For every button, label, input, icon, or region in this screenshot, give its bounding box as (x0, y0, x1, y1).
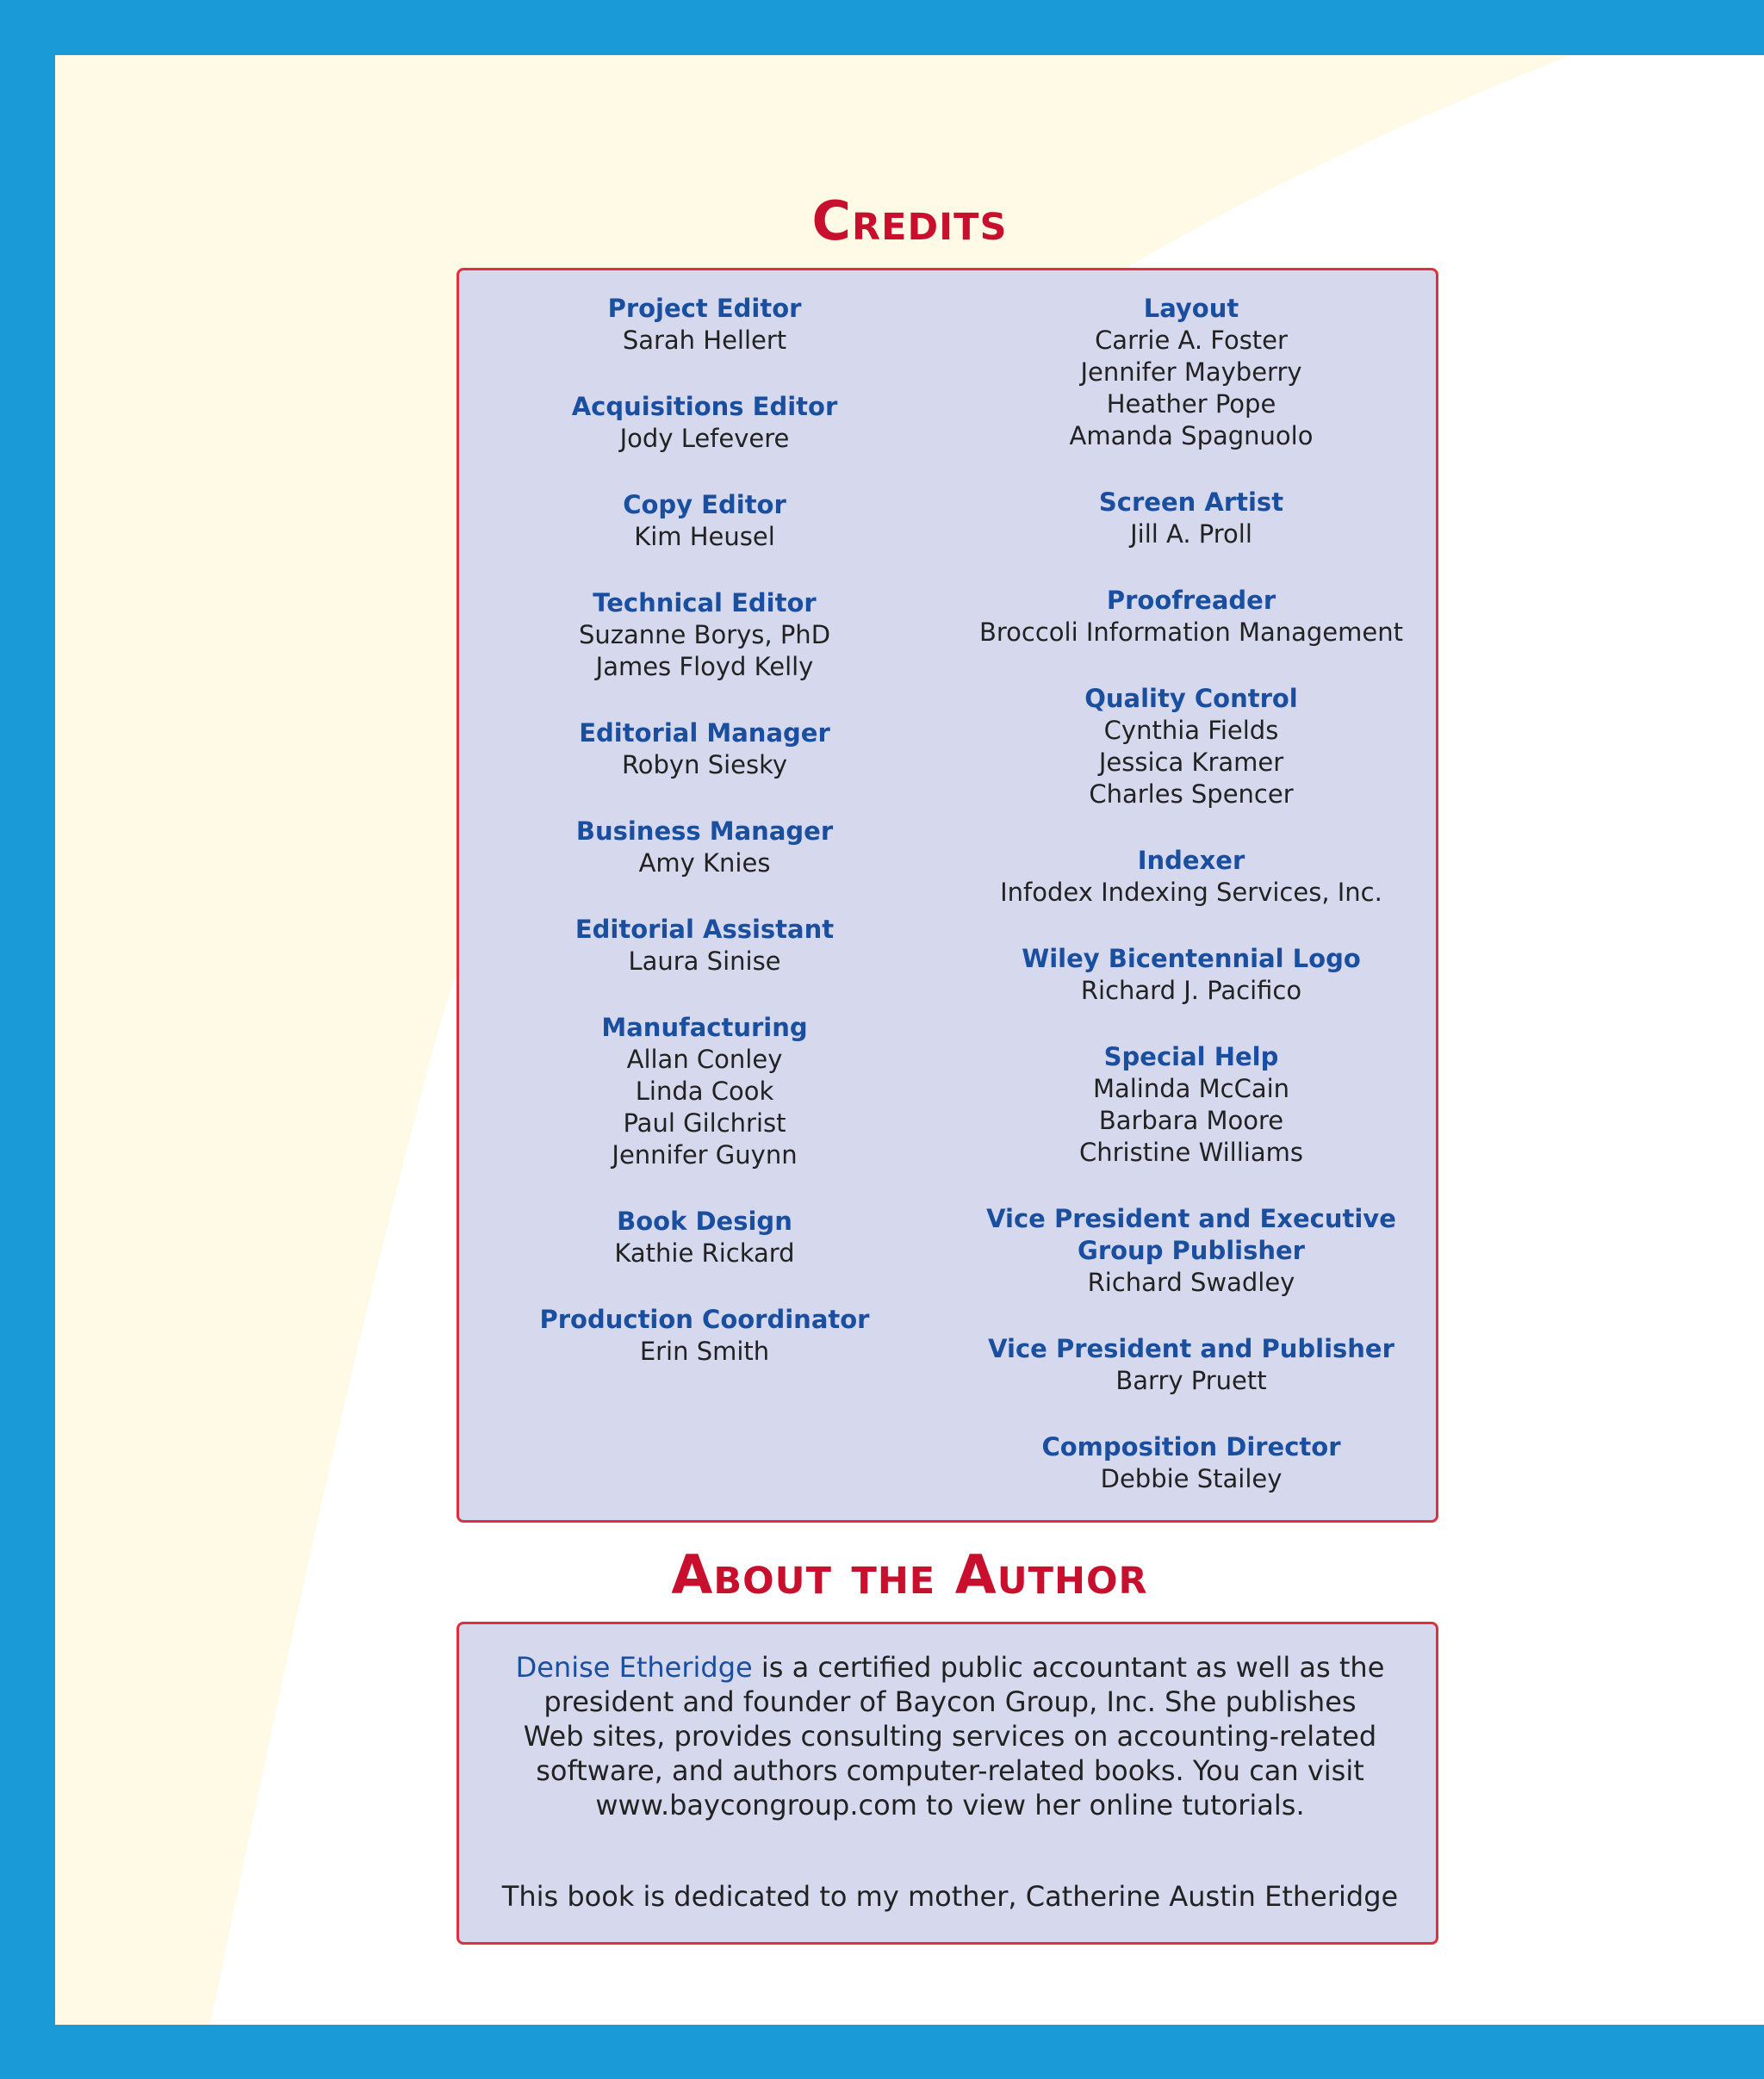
about-author-heading: About the Author (671, 1543, 1148, 1606)
credit-name: James Floyd Kelly (595, 652, 814, 681)
credit-entry (941, 1333, 1441, 1397)
credit-role: Business Manager (575, 816, 834, 846)
credit-name: Kathie Rickard (614, 1238, 795, 1268)
credit-role: Editorial Manager (579, 718, 830, 748)
credit-entry (476, 717, 933, 781)
credit-name: Richard J. Pacifico (1080, 976, 1302, 1005)
credit-name: Suzanne Borys, PhD (578, 620, 831, 649)
credit-name: Cynthia Fields (1103, 716, 1279, 745)
credit-role: Wiley Bicentennial Logo (1022, 944, 1361, 973)
credit-name: Christine Williams (1079, 1138, 1303, 1167)
credit-role: Copy Editor (623, 490, 786, 519)
credit-name: Jody Lefevere (619, 424, 790, 453)
credit-entry (941, 1203, 1441, 1299)
credit-role: Manufacturing (601, 1013, 808, 1042)
credit-role: Production Coordinator (539, 1305, 870, 1334)
credits-left-column (476, 293, 933, 1402)
credit-name: Kim Heusel (634, 522, 775, 551)
credit-name: Jennifer Mayberry (1080, 357, 1302, 387)
credit-name: Jessica Kramer (1098, 748, 1284, 777)
credit-name: Charles Spencer (1089, 779, 1294, 809)
credit-role: Technical Editor (593, 588, 817, 617)
credit-name: Jennifer Guynn (612, 1140, 798, 1170)
credit-name: Amanda Spagnuolo (1069, 421, 1314, 450)
credit-entry (476, 1012, 933, 1171)
credit-name: Barbara Moore (1098, 1106, 1284, 1135)
page (55, 55, 1764, 2025)
credit-role: Composition Director (1041, 1432, 1341, 1462)
credit-entry (476, 587, 933, 683)
credit-name: Broccoli Information Management (978, 617, 1403, 647)
credit-name: Jill A. Proll (1130, 519, 1252, 549)
credit-name: Richard Swadley (1087, 1268, 1295, 1297)
credit-entry (941, 585, 1441, 649)
credit-entry (476, 1206, 933, 1269)
credit-role: Project Editor (607, 294, 802, 323)
credit-entry (941, 1041, 1441, 1169)
credit-role: Vice President and Executive Group Publisher (986, 1204, 1396, 1265)
credit-name: Barry Pruett (1115, 1366, 1267, 1395)
credit-name: Allan Conley (626, 1045, 783, 1074)
credit-name: Malinda McCain (1092, 1074, 1290, 1103)
credit-name: Laura Sinise (628, 946, 781, 976)
credit-entry (941, 683, 1441, 810)
credit-role: Editorial Assistant (575, 915, 835, 944)
credit-name: Heather Pope (1106, 389, 1276, 419)
credit-entry (941, 1431, 1441, 1495)
credit-entry (476, 816, 933, 879)
credits-right-column (941, 293, 1441, 1530)
credit-name: Debbie Stailey (1100, 1464, 1283, 1493)
author-bio-text: is a certified public accountant as well as the president and founder of Baycon Group, Inc. She publishes Web sites, provides consulting services on accounting-related software, and authors computer-related books. You can visit www.baycongroup.com to view her online tutorials. (523, 1651, 1385, 1821)
credit-name: Infodex Indexing Services, Inc. (1000, 878, 1382, 907)
credit-name: Paul Gilchrist (623, 1108, 786, 1138)
credit-entry (941, 293, 1441, 452)
credit-role: Acquisitions Editor (571, 392, 838, 421)
credits-heading: Credits (811, 189, 1008, 252)
credit-role: Vice President and Publisher (988, 1334, 1394, 1363)
credit-name: Carrie A. Foster (1095, 326, 1288, 355)
credit-entry (941, 845, 1441, 909)
credit-entry (476, 1304, 933, 1368)
credit-entry (941, 943, 1441, 1007)
credit-role: Book Design (617, 1207, 792, 1236)
dedication: This book is dedicated to my mother, Catherine Austin Etheridge (501, 1880, 1399, 1913)
credit-role: Layout (1143, 294, 1239, 323)
credit-name: Erin Smith (639, 1337, 770, 1366)
credit-name: Linda Cook (635, 1077, 774, 1106)
about-author-box (457, 1622, 1438, 1945)
credit-role: Special Help (1103, 1042, 1279, 1071)
credit-entry (476, 914, 933, 977)
credit-entry (476, 293, 933, 357)
author-bio (511, 1650, 1389, 1822)
credits-box (457, 268, 1438, 1523)
credit-name: Sarah Hellert (622, 326, 787, 355)
credit-role: Indexer (1137, 846, 1245, 875)
credit-entry (941, 487, 1441, 550)
author-name: Denise Etheridge (515, 1651, 753, 1684)
credit-role: Screen Artist (1098, 487, 1284, 517)
credit-entry (476, 489, 933, 553)
credit-role: Quality Control (1084, 684, 1298, 713)
credit-name: Amy Knies (638, 848, 771, 878)
credit-entry (476, 391, 933, 455)
credit-name: Robyn Siesky (621, 750, 788, 779)
credit-role: Proofreader (1106, 586, 1276, 615)
